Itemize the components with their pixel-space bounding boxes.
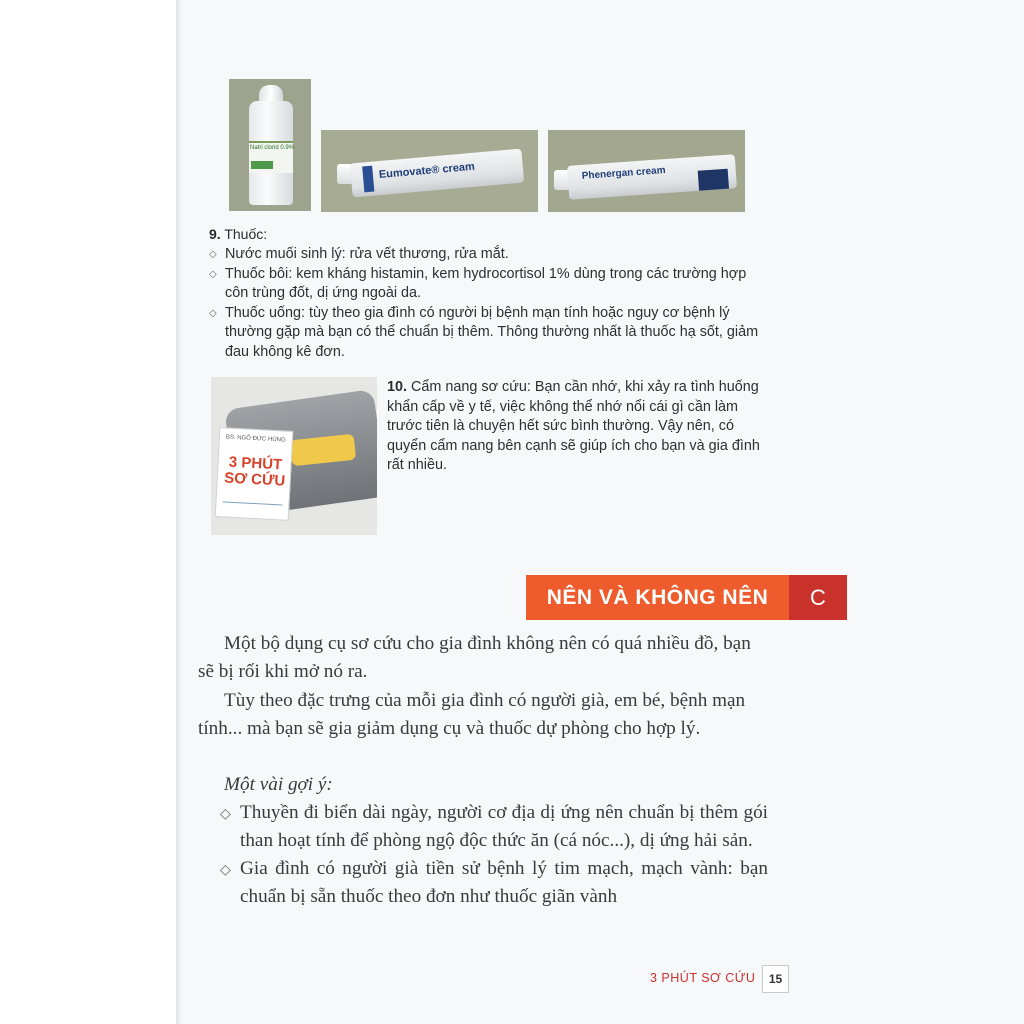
section-banner bbox=[526, 575, 847, 620]
book-cover-title: 3 PHÚT SƠ CỨU bbox=[223, 453, 286, 490]
running-footer-title: 3 PHÚT SƠ CỨU bbox=[650, 971, 756, 985]
list-item: ◇ Thuốc bôi: kem kháng histamin, kem hydrocortisol 1% dùng trong các trường hợp côn trùng đốt, dị ứng ngoài da. bbox=[209, 265, 769, 304]
suggestions-heading: Một vài gợi ý: bbox=[224, 774, 333, 795]
first-aid-bag-photo bbox=[211, 377, 377, 535]
section-9-heading bbox=[209, 226, 267, 242]
first-aid-book-cover bbox=[215, 427, 294, 521]
tube-stripe bbox=[362, 166, 374, 193]
banner-letter: C bbox=[810, 584, 826, 610]
saline-bottle-photo bbox=[229, 79, 311, 211]
body-paragraph: Một bộ dụng cụ sơ cứu cho gia đình không nên có quá nhiều đồ, bạn sẽ bị rối khi mở nó ra. bbox=[198, 633, 751, 682]
bottle-label bbox=[249, 141, 293, 173]
list-item: ◇ Nước muối sinh lý: rửa vết thương, rửa mắt. bbox=[209, 245, 769, 265]
section-9-title: Thuốc: bbox=[224, 226, 268, 242]
phenergan-cream-photo bbox=[548, 130, 745, 212]
banner-title-box bbox=[526, 575, 789, 620]
banner-title: NÊN VÀ KHÔNG NÊN bbox=[546, 585, 769, 609]
section-10-number: 10. bbox=[387, 379, 408, 395]
banner-letter-box bbox=[789, 575, 847, 620]
cream-tube bbox=[350, 149, 524, 198]
book-cover-line bbox=[222, 501, 282, 505]
body-paragraph: Tùy theo đặc trưng của mỗi gia đình có người già, em bé, bệnh mạn tính... mà bạn sẽ gia giảm dụng cụ và thuốc dự phòng cho hợp lý. bbox=[198, 690, 746, 739]
list-item: ◇ Thuốc uống: tùy theo gia đình có người bị bệnh mạn tính hoặc nguy cơ bệnh lý thường gặp mà bạn có thể chuẩn bị thêm. Thông thường nhất là thuốc hạ sốt, giảm đau không kê đơn. bbox=[209, 304, 769, 363]
book-author: BS. NGÔ ĐỨC HÙNG bbox=[225, 434, 286, 444]
section-9-list bbox=[209, 245, 769, 363]
tube-brand-text: Phenergan cream bbox=[581, 165, 666, 182]
bottle-label-text: Natri clorid 0.9% bbox=[250, 145, 295, 151]
tube-band bbox=[698, 169, 729, 191]
list-item: ◇ Thuyền đi biển dài ngày, người cơ địa dị ứng nên chuẩn bị thêm gói than hoạt tính để phòng ngộ độc thức ăn (cá nóc...), dị ứng hải sản. bbox=[220, 799, 768, 855]
eumovate-cream-photo bbox=[321, 130, 538, 212]
list-item: ◇ Gia đình có người già tiền sử bệnh lý tim mạch, mạch vành: bạn chuẩn bị sẵn thuốc theo đơn như thuốc giãn vành bbox=[220, 855, 768, 911]
tube-brand-text: Eumovate® cream bbox=[378, 160, 476, 182]
page-number: 15 bbox=[762, 965, 789, 993]
section-9-number: 9. bbox=[209, 226, 221, 242]
page-gutter-shadow bbox=[176, 0, 182, 1024]
cream-tube bbox=[567, 154, 737, 200]
section-10-text: Cẩm nang sơ cứu: Bạn cần nhớ, khi xảy ra tình huống khẩn cấp về y tế, việc không thể nhớ nổi cái gì cần làm trước tiên là chuyện hết sức bình thường. Vậy nên, có quyển cẩm nang bên cạnh sẽ giúp ích cho bạn và gia đình rất nhiều. bbox=[387, 379, 760, 474]
suggestions-list bbox=[220, 799, 768, 911]
section-10-paragraph bbox=[387, 378, 767, 476]
